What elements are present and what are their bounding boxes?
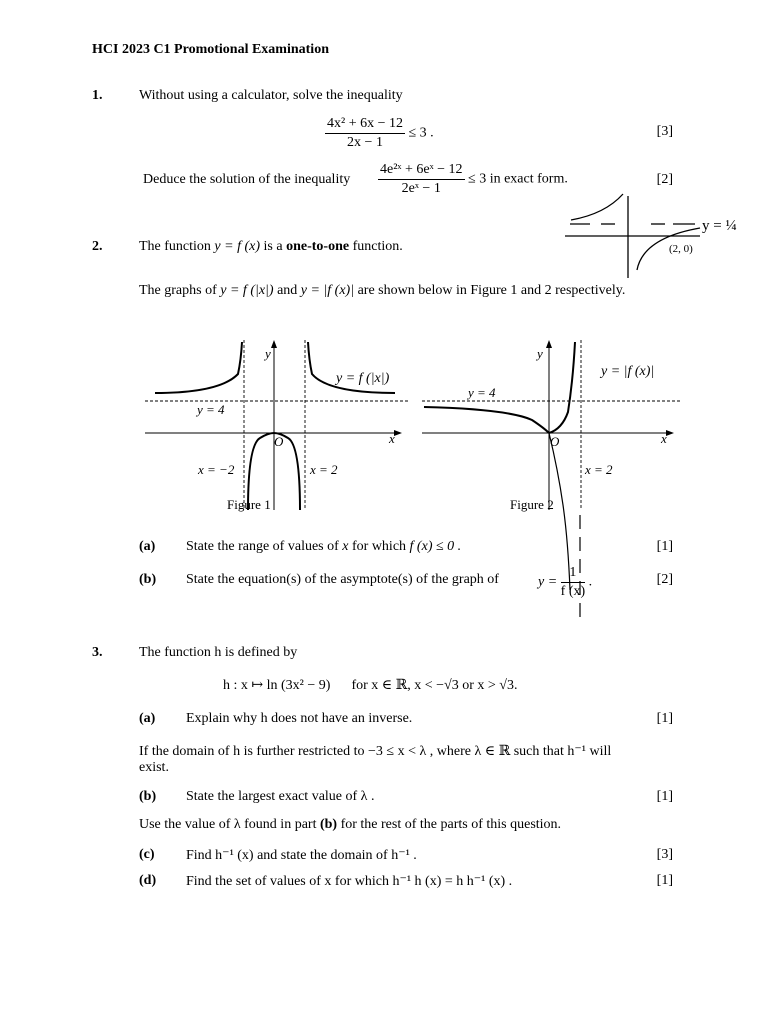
question-2-intro (139, 239, 403, 255)
graphs-and: and (277, 283, 298, 298)
question-3-use-text (139, 817, 561, 833)
fig2-curve-label: y = |f (x)| (601, 364, 655, 379)
sketch-point-label: (2, 0) (669, 243, 693, 255)
graphs-function-1: y = f (|x|) (220, 283, 274, 298)
question-1-deduce-text: Deduce the solution of the inequality (143, 172, 351, 187)
question-1-number: 1. (92, 88, 103, 103)
inequality-fraction (325, 116, 405, 151)
q3-function-definition: h : x ↦ ln (3x² − 9) (223, 678, 331, 693)
question-3-restriction-line-1: If the domain of h is further restricted to −3 ≤ x < λ , where λ ∈ ℝ such that h⁻¹ will (139, 744, 612, 759)
question-2b-expression (538, 565, 592, 600)
fig2-origin-label: O (550, 434, 560, 449)
intro-text-a: The function (139, 239, 211, 254)
question-3d-label: (d) (139, 873, 157, 888)
question-3a-text: Explain why h does not have an inverse. (186, 711, 413, 726)
intro-text-b: is a (263, 239, 283, 254)
question-2a-marks: [1] (656, 539, 673, 554)
fig2-asymptote-y-label: y = 4 (468, 385, 496, 400)
handwritten-sketch (565, 190, 745, 280)
question-1-marks-1: [3] (656, 124, 673, 139)
question-3b-marks: [1] (656, 789, 673, 804)
deduce-rhs: ≤ 3 (468, 171, 487, 187)
fig1-origin-label: O (274, 434, 284, 449)
deduce-denominator: 2eˣ − 1 (401, 181, 441, 196)
graphs-function-2: y = |f (x)| (300, 283, 355, 298)
question-2b-text: State the equation(s) of the asymptote(s) of the graph of (186, 572, 499, 587)
fig1-axis-y-label: y (265, 346, 271, 361)
question-3c-marks: [3] (656, 847, 673, 862)
sketch-line-label: y = ¼ (702, 218, 737, 234)
question-3-intro: The function h is defined by (139, 645, 298, 660)
fig2-axis-x-label: x (661, 431, 667, 446)
question-2b-marks: [2] (656, 572, 673, 587)
intro-function: y = f (x) (214, 239, 261, 254)
question-3c-text: Find h⁻¹ (x) and state the domain of h⁻¹ . (186, 848, 417, 863)
fig2-axis-y-label: y (537, 346, 543, 361)
graphs-text-a: The graphs of (139, 283, 217, 298)
question-1-marks-2: [2] (656, 172, 673, 187)
fig1-caption: Figure 1 (227, 497, 271, 512)
use-bold: (b) (319, 817, 338, 832)
inequality-numerator: 4x² + 6x − 12 (325, 116, 405, 134)
question-2a-text (186, 539, 461, 555)
question-1-deduce-inequality (378, 162, 568, 197)
question-2-number: 2. (92, 239, 103, 254)
q2b-denominator: f (x) (560, 584, 586, 599)
use-text-a: Use the value of λ found in part (139, 817, 317, 832)
question-3-definition (223, 677, 517, 694)
deduce-numerator: 4e²ˣ + 6eˣ − 12 (378, 162, 465, 180)
use-text-b: for the rest of the parts of this question. (340, 817, 562, 832)
deduce-end: in exact form. (489, 171, 568, 187)
question-1-inequality (325, 116, 434, 151)
q2b-lhs: y = (538, 574, 558, 590)
fig2-caption: Figure 2 (510, 497, 554, 512)
question-3b-text: State the largest exact value of λ . (186, 789, 375, 804)
q3-function-domain: for x ∈ ℝ, x < −√3 or x > √3. (351, 678, 518, 693)
question-3a-label: (a) (139, 711, 156, 726)
inequality-rhs: ≤ 3 . (408, 125, 434, 141)
question-3b-label: (b) (139, 789, 157, 804)
q2a-condition: f (x) ≤ 0 . (409, 539, 462, 554)
question-2-graphs-text (139, 283, 625, 299)
fig2-asymptote-right-label: x = 2 (585, 462, 613, 477)
fig1-axis-x-label: x (389, 431, 395, 446)
figure-1 (140, 330, 415, 520)
q2a-variable: x (342, 539, 349, 554)
q2a-text: State the range of values of (186, 539, 339, 554)
intro-bold: one-to-one (286, 239, 350, 254)
inequality-denominator: 2x − 1 (347, 135, 383, 150)
page-title: HCI 2023 C1 Promotional Examination (92, 42, 329, 57)
q2b-numerator: 1 (561, 565, 586, 583)
question-2b-label: (b) (139, 572, 157, 587)
question-3-number: 3. (92, 645, 103, 660)
fig1-asymptote-right-label: x = 2 (310, 462, 338, 477)
q2b-end: . (588, 574, 593, 590)
fig1-curve-label: y = f (|x|) (336, 371, 390, 386)
q2b-fraction (561, 565, 586, 600)
intro-text-c: function. (352, 239, 403, 254)
q2a-text-2: for which (352, 539, 407, 554)
fig1-asymptote-y-label: y = 4 (197, 402, 225, 417)
question-3-restriction-line-2: exist. (139, 760, 169, 775)
graphs-text-b: are shown below in Figure 1 and 2 respectively. (357, 283, 626, 298)
fig1-asymptote-left-label: x = −2 (198, 462, 235, 477)
question-3c-label: (c) (139, 847, 155, 862)
question-3a-marks: [1] (656, 711, 673, 726)
question-3d-text: Find the set of values of x for which h⁻¹ h (x) = h h⁻¹ (x) . (186, 874, 513, 889)
deduce-fraction (378, 162, 465, 197)
question-3d-marks: [1] (656, 873, 673, 888)
question-1-intro: Without using a calculator, solve the inequality (139, 88, 403, 103)
question-2a-label: (a) (139, 539, 156, 554)
